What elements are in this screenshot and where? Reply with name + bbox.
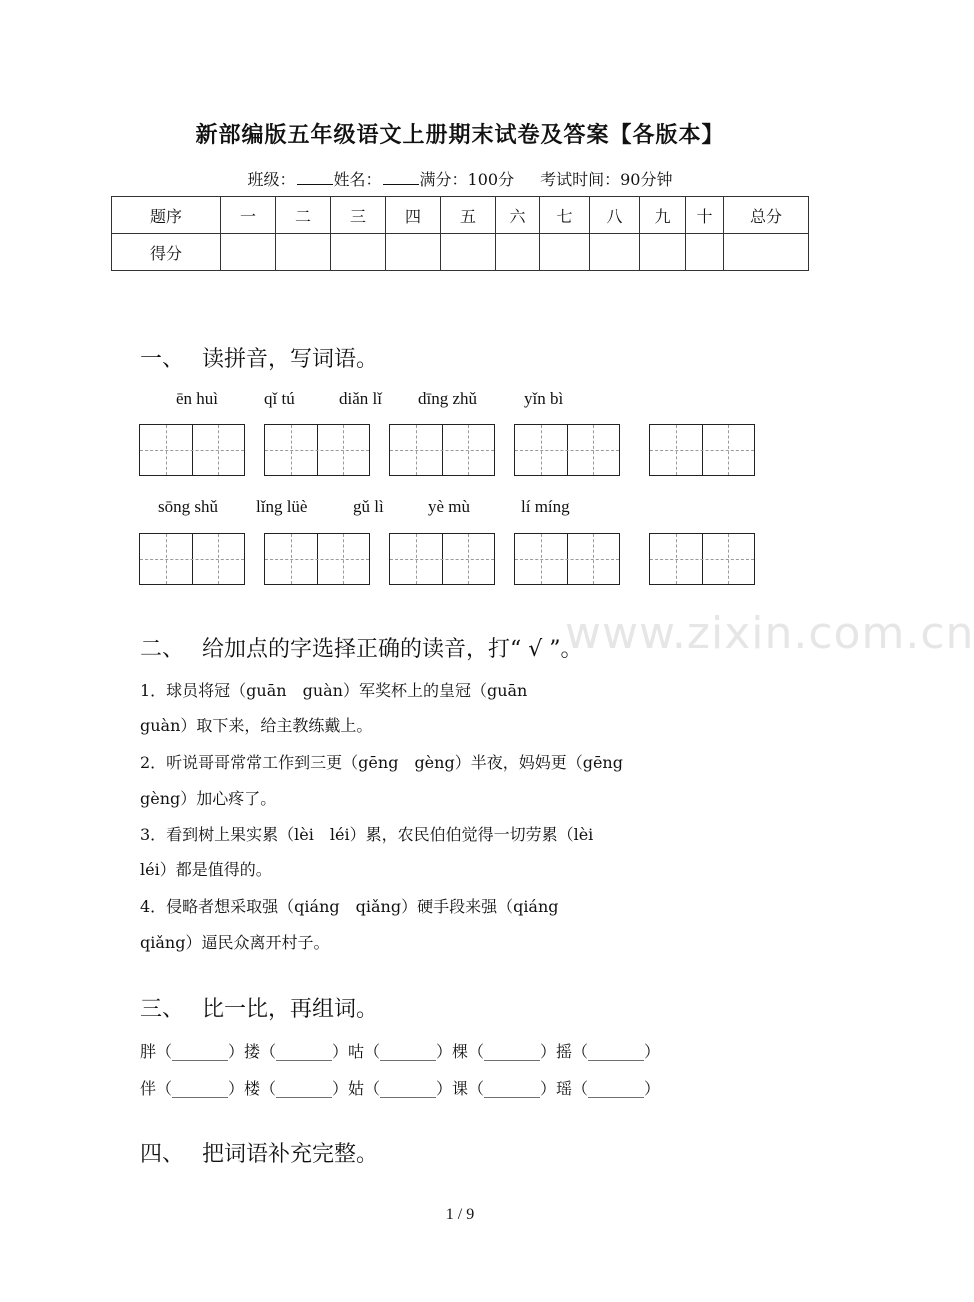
table-cell: 五 — [441, 197, 496, 234]
exam-time: 考试时间：90分钟 — [540, 170, 673, 189]
pinyin-label: qǐ tú — [264, 389, 295, 408]
table-cell: 九 — [640, 197, 686, 234]
pinyin-label: diǎn lǐ — [339, 389, 382, 408]
question-line: léi）都是值得的。 — [140, 860, 272, 879]
table-cell: 四 — [386, 197, 441, 234]
question-line: 4．侵略者想采取强（qiáng qiǎng）硬手段来强（qiáng — [140, 897, 559, 916]
score-table-score-row — [112, 234, 809, 271]
class-label: 班级： — [247, 170, 296, 189]
section-number: 三、 — [140, 997, 185, 1022]
question-line: 2．听说哥哥常常工作到三更（gēng gèng）半夜，妈妈更（gēng — [140, 753, 623, 772]
section-title: 比一比，再组词。 — [202, 997, 379, 1022]
score-entry-cell[interactable] — [441, 234, 496, 271]
name-blank — [383, 170, 419, 185]
tianzige-box[interactable] — [514, 533, 620, 585]
tianzige-box[interactable] — [514, 424, 620, 476]
score-entry-cell[interactable] — [276, 234, 331, 271]
tianzige-box[interactable] — [389, 424, 495, 476]
score-entry-cell[interactable] — [686, 234, 724, 271]
page-number: 1 / 9 — [445, 1206, 475, 1223]
tianzige-box[interactable] — [649, 424, 755, 476]
tianzige-box[interactable] — [139, 424, 245, 476]
table-cell: 七 — [540, 197, 590, 234]
score-entry-cell[interactable] — [496, 234, 540, 271]
score-entry-cell[interactable] — [724, 234, 809, 271]
score-table-header-row — [112, 197, 809, 234]
section-title: 把词语补充完整。 — [202, 1142, 379, 1167]
section-number: 四、 — [140, 1142, 185, 1167]
question-line: guàn）取下来，给主教练戴上。 — [140, 716, 373, 735]
table-cell: 总分 — [724, 197, 809, 234]
question-line: gèng）加心疼了。 — [140, 789, 277, 808]
word-compare-row: 胖（_______）搂（_______）咕（_______）棵（_______）摇（_______） — [140, 1042, 661, 1061]
section-number: 二、 — [140, 637, 185, 662]
score-entry-cell[interactable] — [221, 234, 276, 271]
exam-info — [0, 167, 920, 190]
score-entry-cell[interactable] — [540, 234, 590, 271]
section-3-heading — [140, 992, 378, 1023]
section-title: 给加点的字选择正确的读音，打“ √ ”。 — [202, 637, 583, 662]
score-entry-cell[interactable] — [590, 234, 640, 271]
table-cell: 得分 — [112, 234, 221, 271]
tianzige-box[interactable] — [649, 533, 755, 585]
table-cell: 六 — [496, 197, 540, 234]
document-title: 新部编版五年级语文上册期末试卷及答案【各版本】 — [195, 122, 725, 148]
tianzige-box[interactable] — [139, 533, 245, 585]
question-line: 1．球员将冠（guān guàn）军奖杯上的皇冠（guān — [140, 681, 528, 700]
score-entry-cell[interactable] — [331, 234, 386, 271]
pinyin-label: gǔ lì — [353, 497, 384, 516]
table-cell: 二 — [276, 197, 331, 234]
class-blank — [297, 170, 333, 185]
score-entry-cell[interactable] — [386, 234, 441, 271]
tianzige-box[interactable] — [264, 533, 370, 585]
pinyin-label: sōng shǔ — [158, 497, 218, 516]
question-line: 3．看到树上果实累（lèi léi）累，农民伯伯觉得一切劳累（lèi — [140, 825, 594, 844]
section-1-heading — [140, 342, 378, 373]
section-4-heading — [140, 1137, 378, 1168]
full-score: 满分：100分 — [419, 170, 515, 189]
pinyin-label: yè mù — [428, 497, 471, 516]
section-number: 一、 — [140, 347, 185, 372]
score-table — [111, 196, 809, 271]
word-compare-row: 伴（_______）楼（_______）姑（_______）课（_______）瑶（_______） — [140, 1079, 661, 1098]
pinyin-label: yǐn bì — [524, 389, 564, 408]
pinyin-label: lí míng — [521, 497, 570, 516]
question-line: qiǎng）逼民众离开村子。 — [140, 933, 330, 952]
table-cell: 十 — [686, 197, 724, 234]
score-entry-cell[interactable] — [640, 234, 686, 271]
table-cell: 一 — [221, 197, 276, 234]
pinyin-label: lǐng lüè — [256, 497, 308, 516]
pinyin-label: ēn huì — [176, 389, 219, 408]
table-cell: 题序 — [112, 197, 221, 234]
tianzige-box[interactable] — [389, 533, 495, 585]
watermark: www.zixin.com.cn — [565, 608, 974, 659]
name-label: 姓名： — [333, 170, 382, 189]
tianzige-box[interactable] — [264, 424, 370, 476]
table-cell: 三 — [331, 197, 386, 234]
table-cell: 八 — [590, 197, 640, 234]
pinyin-label: dīng zhǔ — [418, 389, 478, 408]
section-2-heading — [140, 632, 583, 663]
section-title: 读拼音，写词语。 — [202, 347, 379, 372]
